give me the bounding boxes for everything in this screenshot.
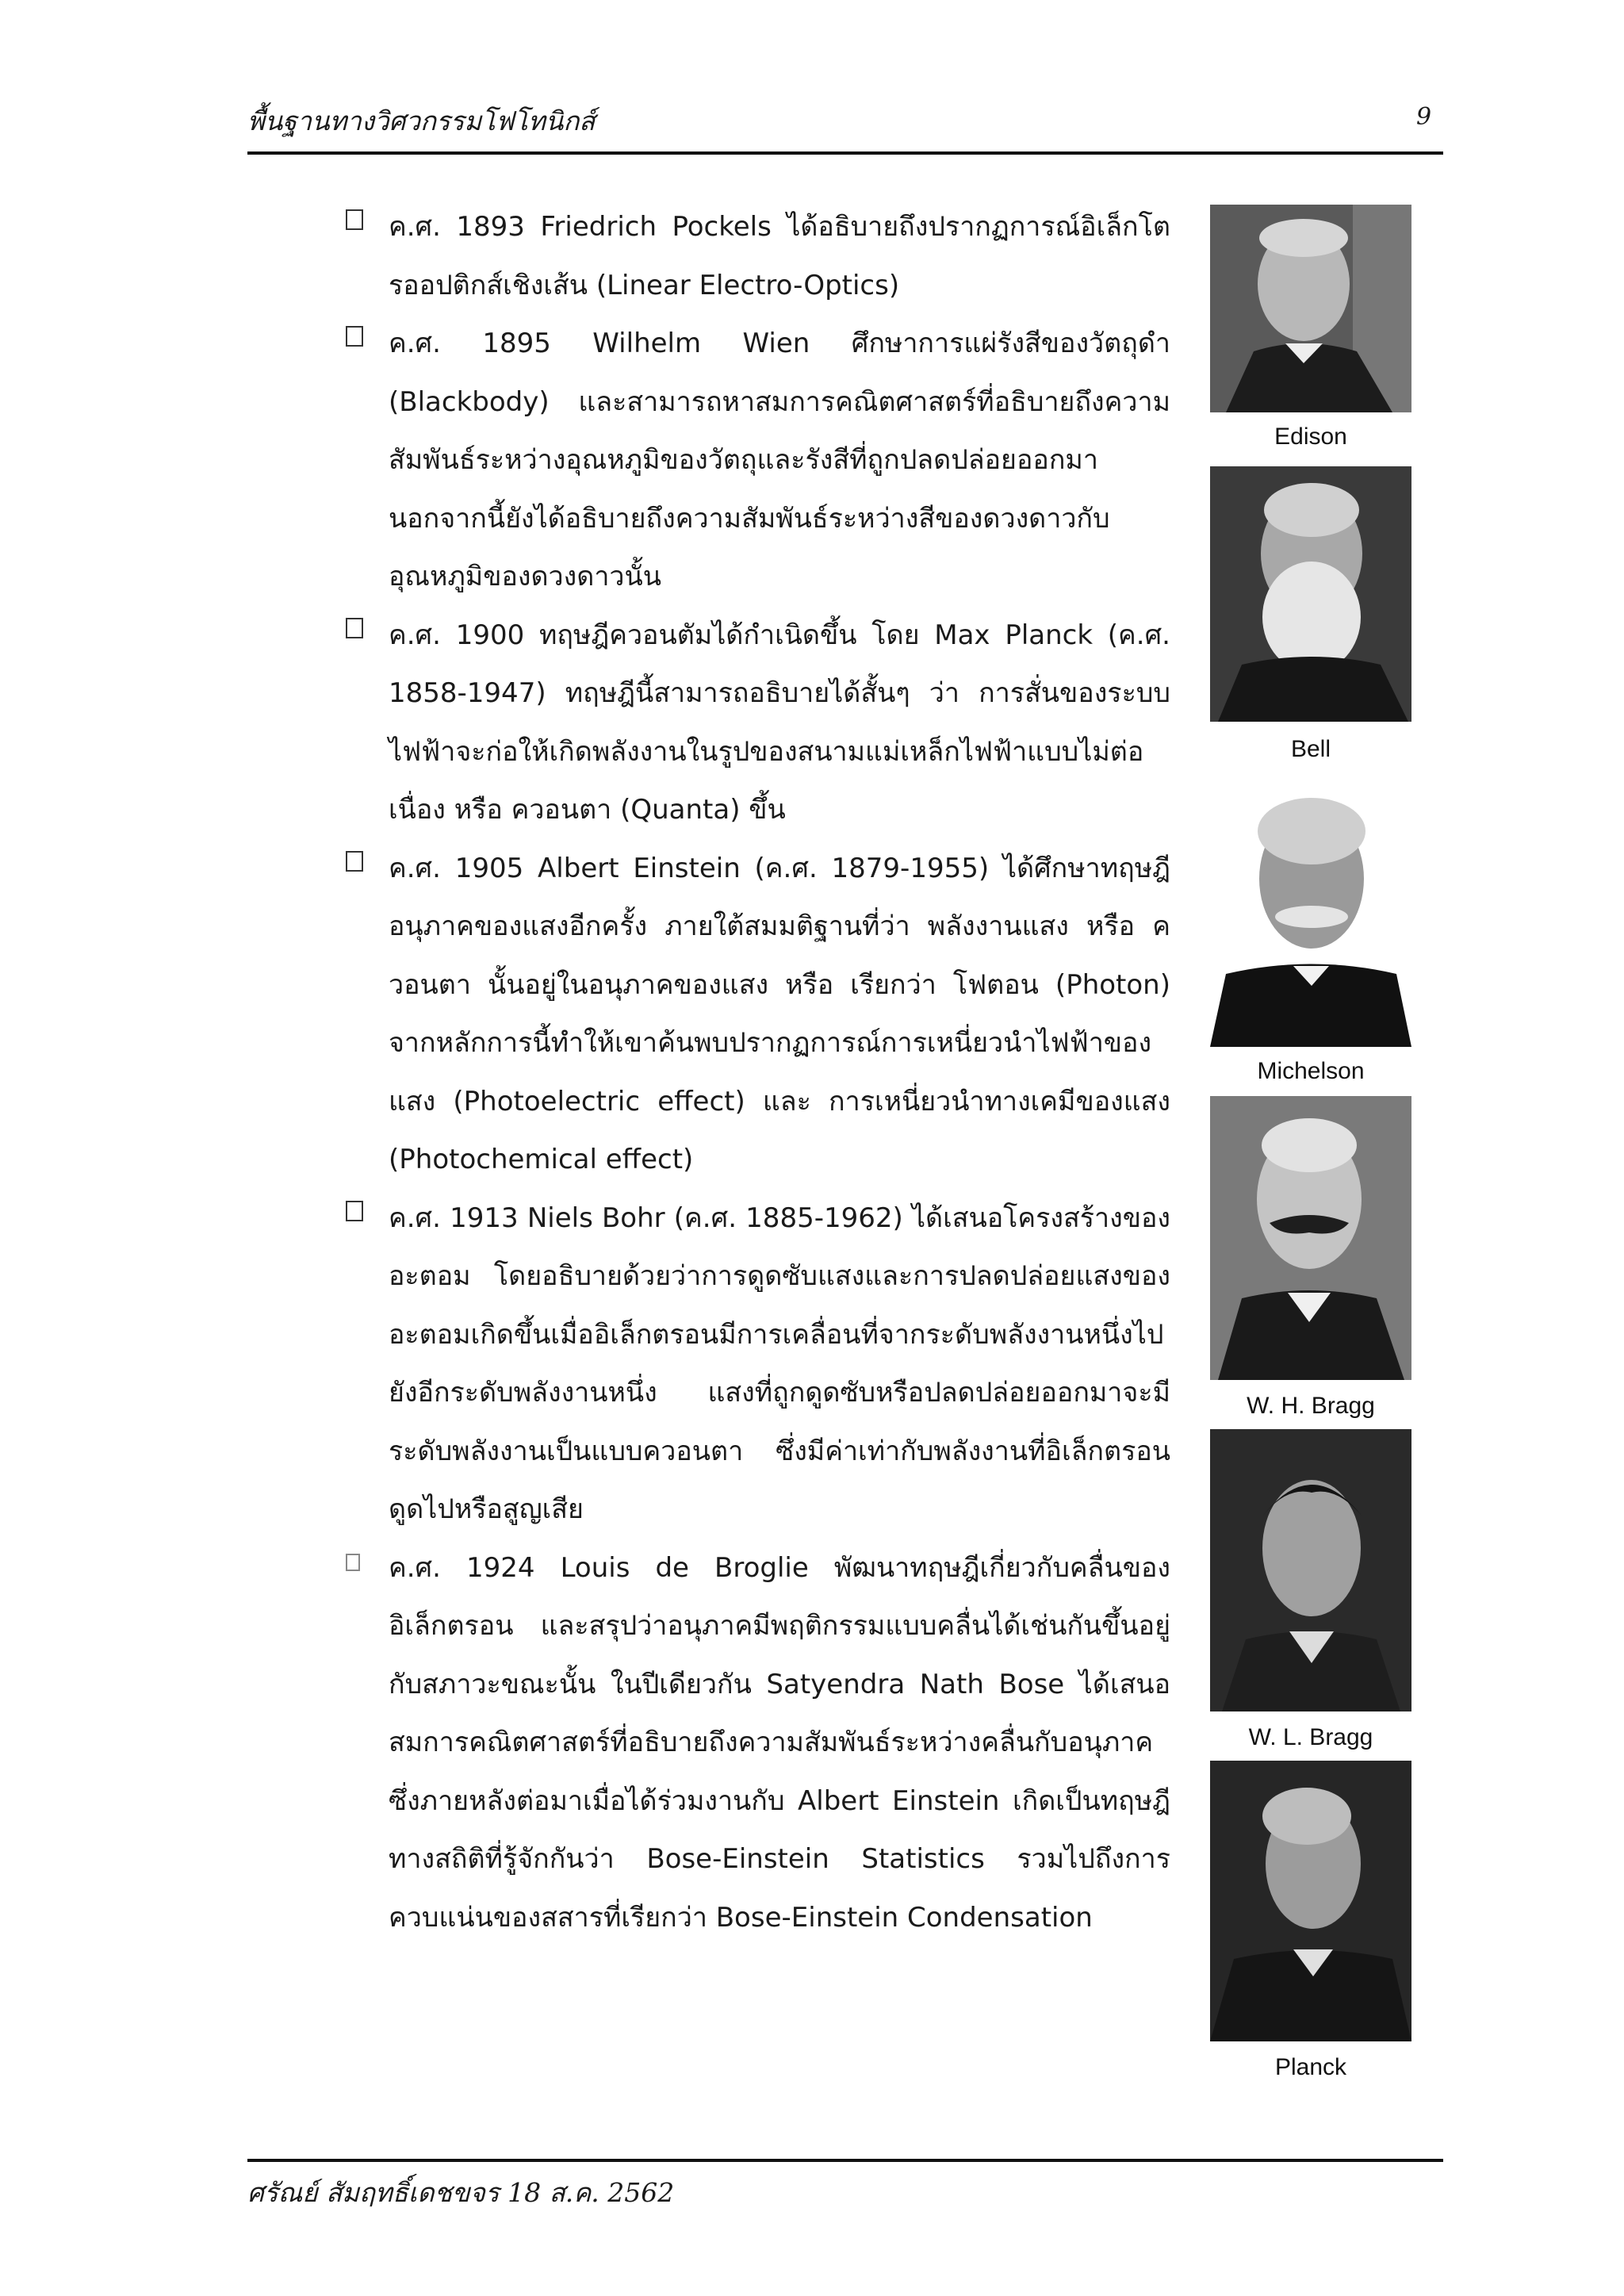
header-rule <box>247 151 1443 155</box>
portrait-michelson <box>1210 776 1411 1084</box>
wl-bragg-photo <box>1210 1429 1411 1711</box>
checkbox-bullet-icon <box>346 209 363 230</box>
list-item <box>346 198 1170 315</box>
bullet-text: ค.ศ. 1900 ทฤษฎีควอนตัมได้กำเนิดขึ้น โดย Max Planck (ค.ศ. 1858-1947) ทฤษฎีนี้สามารถอธิบายได้สั้นๆ ว่า การสั่นของระบบไฟฟ้าจะก่อให้เกิดพลังงานในรูปของสนามแม่เหล็กไฟฟ้าแบบไม่ต่อเนื่อง หรือ ควอนตา (Quanta) ขึ้น <box>389 619 1170 826</box>
running-header-title: พื้นฐานทางวิศวกรรมโฟโทนิกส์ <box>247 105 596 136</box>
page-number: 9 <box>1416 103 1432 131</box>
portrait-wh-bragg <box>1210 1096 1411 1419</box>
bullet-text: ค.ศ. 1924 Louis de Broglie พัฒนาทฤษฎีเกี่ยวกับคลื่นของอิเล็กตรอน และสรุปว่าอนุภาคมีพฤติกรรมแบบคลื่นได้เช่นกันขึ้นอยู่กับสภาวะขณะนั้น ในปีเดียวกัน Satyendra Nath Bose ได้เสนอสมการคณิตศาสตร์ที่อธิบายถึงความสัมพันธ์ระหว่างคลื่นกับอนุภาค ซึ่งภายหลังต่อมาเมื่อได้ร่วมงานกับ Albert Einstein เกิดเป็นทฤษฎีทางสถิติที่รู้จักกันว่า Bose-Einstein Statistics รวมไปถึงการควบแน่นของสสารที่เรียกว่า Bose-Einstein Condensation <box>389 1551 1170 1934</box>
portrait-wl-bragg <box>1210 1429 1411 1750</box>
portrait-caption: Planck <box>1274 2054 1347 2080</box>
list-item <box>346 315 1170 607</box>
list-item <box>346 1539 1170 1948</box>
portrait-edison <box>1210 205 1411 450</box>
edison-photo <box>1210 205 1411 412</box>
portrait-caption: W. H. Bragg <box>1247 1393 1375 1419</box>
bell-photo <box>1210 466 1411 722</box>
wh-bragg-photo <box>1210 1096 1411 1380</box>
bullet-text: ค.ศ. 1895 Wilhelm Wien ศึกษาการแผ่รังสีของวัตถุดำ (Blackbody) และสามารถหาสมการคณิตศาสตร์ที่อธิบายถึงความสัมพันธ์ระหว่างอุณหภูมิของวัตถุและรังสีที่ถูกปลดปล่อยออกมา นอกจากนี้ยังได้อธิบายถึงความสัมพันธ์ระหว่างสีของดวงดาวกับอุณหภูมิของดวงดาวนั้น <box>389 328 1170 592</box>
footer-author-date: ศรัณย์ สัมฤทธิ์เดชขจร 18 ส.ค. 2562 <box>247 2177 675 2208</box>
checkbox-bullet-icon <box>346 618 363 638</box>
checkbox-bullet-icon <box>346 1554 360 1571</box>
list-item <box>346 1190 1170 1539</box>
planck-photo <box>1210 1761 1411 2041</box>
bullet-text: ค.ศ. 1913 Niels Bohr (ค.ศ. 1885-1962) ได้เสนอโครงสร้างของอะตอม โดยอธิบายด้วยว่าการดูดซับแสงและการปลดปล่อยแสงของอะตอมเกิดขึ้นเมื่ออิเล็กตรอนมีการเคลื่อนที่จากระดับพลังงานหนึ่งไปยังอีกระดับพลังงานหนึ่ง แสงที่ถูกดูดซับหรือปลดปล่อยออกมาจะมีระดับพลังงานเป็นแบบควอนตา ซึ่งมีค่าเท่ากับพลังงานที่อิเล็กตรอนดูดไปหรือสูญเสีย <box>389 1202 1170 1525</box>
list-item <box>346 840 1170 1190</box>
portrait-bell <box>1210 466 1411 762</box>
history-bullet-list <box>346 198 1170 1947</box>
list-item <box>346 607 1170 840</box>
portrait-planck <box>1210 1761 1411 2080</box>
checkbox-bullet-icon <box>346 326 363 347</box>
bullet-text: ค.ศ. 1905 Albert Einstein (ค.ศ. 1879-1955) ได้ศึกษาทฤษฎีอนุภาคของแสงอีกครั้ง ภายใต้สมมติฐานที่ว่า พลังงานแสง หรือ ควอนตา นั้นอยู่ในอนุภาคของแสง หรือ เรียกว่า โฟตอน (Photon) จากหลักการนี้ทำให้เขาค้นพบปรากฏการณ์การเหนี่ยวนำไฟฟ้าของแสง (Photoelectric effect) และ การเหนี่ยวนำทางเคมีของแสง (Photochemical effect) <box>389 852 1170 1175</box>
portrait-caption: Bell <box>1290 736 1331 762</box>
checkbox-bullet-icon <box>346 1201 363 1221</box>
portrait-caption: Edison <box>1274 424 1347 450</box>
footer-rule <box>247 2159 1443 2162</box>
portrait-caption: W. L. Bragg <box>1248 1724 1373 1750</box>
michelson-photo <box>1210 776 1411 1047</box>
bullet-text: ค.ศ. 1893 Friedrich Pockels ได้อธิบายถึงปรากฏการณ์อิเล็กโตรออปติกส์เชิงเส้น (Linear Electro-Optics) <box>389 211 1170 301</box>
portrait-caption: Michelson <box>1257 1058 1365 1084</box>
checkbox-bullet-icon <box>346 851 363 872</box>
